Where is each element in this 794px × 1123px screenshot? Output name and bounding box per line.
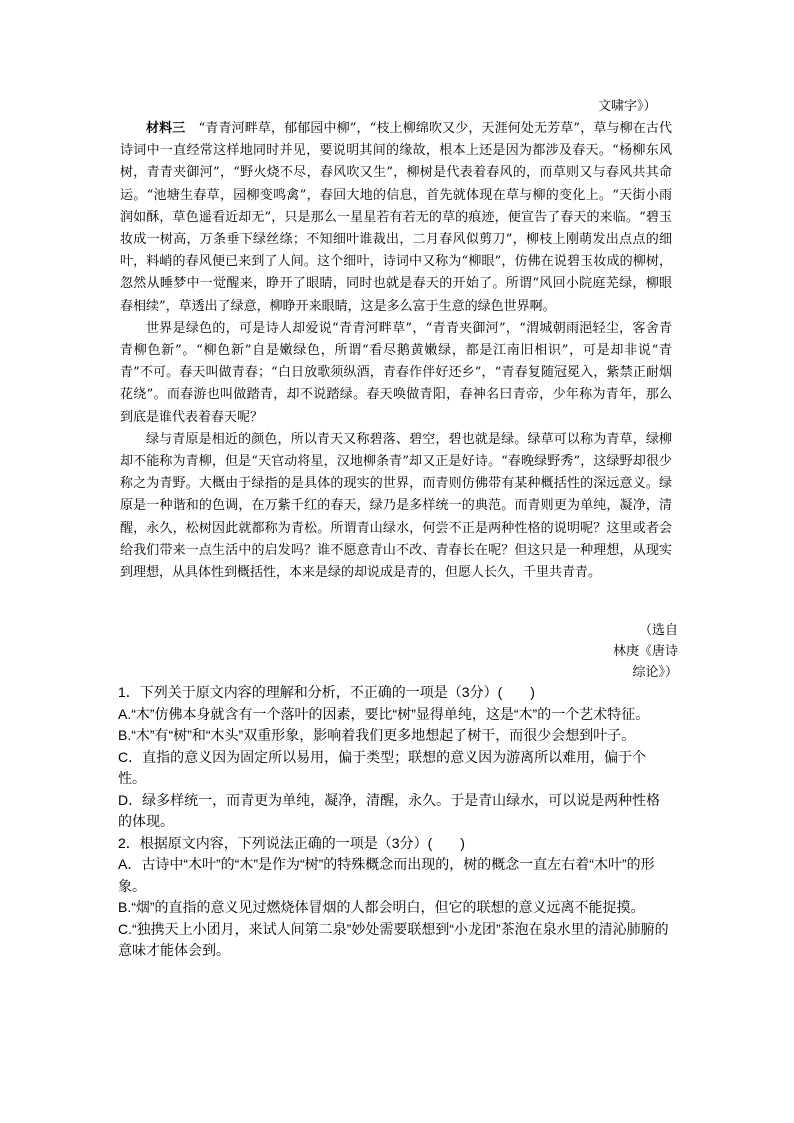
option-c: C．直指的意义因为固定所以易用，偏于类型；联想的意义因为游离所以难用，偏于个性。	[118, 748, 647, 786]
citation-line: （选自	[638, 623, 678, 638]
source-note-top: 文啸字》）	[598, 99, 657, 114]
citation-line: 综论》）	[632, 665, 678, 680]
option-d: D．绿多样统一，而青更为单纯，凝净，清醒，永久。于是青山绿水，可以说是两种性格的体现。	[118, 791, 661, 829]
question-stem: 1．下列关于原文内容的理解和分析，不正确的一项是（3分）( )	[118, 684, 535, 700]
option-a: A．古诗中“木叶”的“木”是作为“树”的特殊概念而出现的，树的概念一直左右着“木叶”的形象。	[118, 856, 655, 894]
question-1	[118, 682, 674, 833]
citation-line: 林庚《唐诗	[612, 644, 678, 659]
option-a: A.“木”仿佛本身就含有一个落叶的因素，要比“树”显得单纯，这是“木”的一个艺术特征。	[118, 705, 650, 722]
paragraph-2: 世界是绿色的，可是诗人却爱说“青青河畔草”，“青青夹御河”，“渭城朝雨浥轻尘，客舍青青柳色新”。“柳色新”自是嫩绿色，所谓“看尽鹅黄嫩绿，都是江南旧相识”，可是却非说“青青”不可。春天叫做青春；“白日放歌须纵酒，青春作伴好还乡”，“青春复随冠冕入，紫禁正耐烟花绕”。而春游也叫做踏青，却不说踏绿。春天唤做青阳，春神名曰青帝，少年称为青年，那么到底是谁代表着春天呢？	[120, 320, 672, 425]
question-2	[118, 833, 674, 962]
option-c: C.“独携天上小团月，来试人间第二泉”妙处需要联想到“小龙团”茶泡在泉水里的清沁肺腑的意味才能体会到。	[118, 920, 669, 958]
material-label: 材料三	[146, 121, 186, 136]
paragraph-1	[120, 118, 672, 318]
option-b: B.“木”有“树”和“木头”双重形象，影响着我们更多地想起了树干，而很少会想到叶子。	[118, 727, 636, 743]
paragraph-3: 绿与青原是相近的颜色，所以青天又称碧落、碧空，碧也就是绿。绿草可以称为青草，绿柳却不能称为青柳，但是“天官动将星，汉地柳条青”却又正是好诗。“春晚绿野秀”，这绿野却很少称之为青野。大概由于绿指的是具体的现实的世界，而青则仿佛带有某种概括性的深远意义。绿原是一种谐和的色调，在万紫千红的春天，绿乃是多样统一的典范。而青则更为单纯，凝净，清醒，永久，松树因此就都称为青松。所谓青山绿水，何尝不正是两种性格的说明呢？这里或者会给我们带来一点生活中的启发吗？谁不愿意青山不改、青春长在呢？但这只是一种理想，从现实到理想，从具体性到概括性，本来是绿的却说成是青的，但愿人长久，千里共青青。	[120, 431, 672, 581]
material-three-passage	[120, 118, 672, 584]
option-b: B.“烟”的直指的意义见过燃烧体冒烟的人都会明白，但它的联想的意义远离不能捉摸。	[118, 899, 645, 915]
citation	[598, 620, 678, 683]
questions-section	[118, 682, 674, 962]
question-stem: 2．根据原文内容，下列说法正确的一项是（3分）( )	[118, 834, 465, 851]
paragraph-1-text: “青青河畔草，郁郁园中柳”，“枝上柳绵吹又少，天涯何处无芳草”，草与柳在古代诗词中一直经常这样地同时并见，要说明其间的缘故，根本上还是因为都涉及春天。“杨柳东风树，青青夹御河”，“野火烧不尽，春风吹又生”，柳树是代表着春风的，而草则又与春风共其命运。“池塘生春草，园柳变鸣禽”，春回大地的信息，首先就体现在草与柳的变化上。“天街小雨润如酥，草色遥看近却无”，只是那么一星星若有若无的草的痕迹，便宣告了春天的来临。“碧玉妆成一树高，万条垂下绿丝绦；不知细叶谁裁出，二月春风似剪刀”，柳枝上刚萌发出点点的细叶，料峭的春风便已来到了人间。这个细叶，诗词中又称为“柳眼”，仿佛在说碧玉妆成的柳树，忽然从睡梦中一觉醒来，睁开了眼睛，同时也就是春天的开始了。所谓“风回小院庭芜绿，柳眼春相续”，草透出了绿意，柳睁开来眼睛，这是多么富于生意的绿色世界啊。	[120, 121, 672, 314]
